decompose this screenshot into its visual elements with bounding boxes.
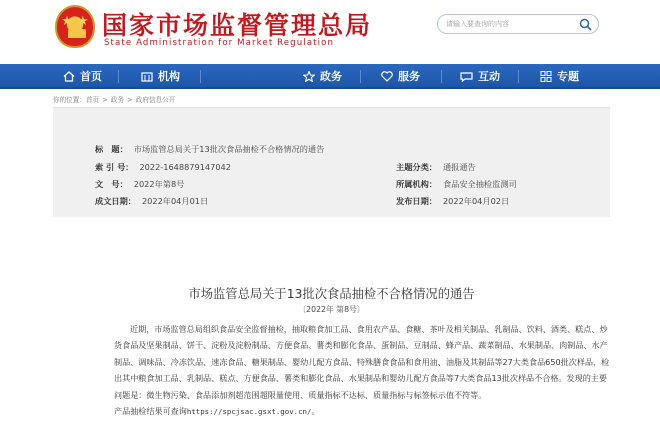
- star-icon: [303, 71, 315, 82]
- nav-item-label: 服务: [398, 70, 420, 83]
- link-prefix: 产品抽检结果可查询: [114, 406, 187, 417]
- building-icon: [141, 71, 153, 82]
- nav-item-label: 互动: [478, 70, 500, 83]
- nav-item-services[interactable]: [381, 64, 420, 89]
- national-emblem-logo[interactable]: [55, 5, 95, 48]
- nav-item-interaction[interactable]: [460, 64, 500, 89]
- link-suffix: 。: [311, 406, 320, 417]
- star-icon: ★ ★: [61, 14, 89, 29]
- breadcrumb-affairs[interactable]: 政务: [110, 96, 125, 104]
- info-index-value: 2022-1648879147042: [139, 162, 231, 172]
- breadcrumb-home[interactable]: 你的位置：首页: [53, 96, 100, 104]
- info-category-label: 主题分类：: [396, 162, 437, 172]
- info-docno-value: 2022年第8号: [133, 179, 185, 189]
- main-nav: [0, 64, 660, 89]
- nav-divider: [518, 70, 519, 83]
- search-box: [437, 14, 599, 34]
- chat-icon: [460, 71, 473, 82]
- info-docno-row: [95, 179, 184, 190]
- grid-icon: [540, 71, 552, 82]
- info-category-row: [396, 162, 476, 173]
- nav-item-label: 政务: [320, 70, 342, 83]
- info-published-label: 发布日期：: [396, 196, 437, 206]
- nav-divider: [360, 70, 361, 83]
- info-published-value: 2022年04月02日: [442, 196, 510, 206]
- article-paragraph: 近期，市场监管总局组织食品安全监督抽检，抽取粮食加工品、食用农产品、食糖、茶叶及相关制品、乳制品、饮料、酒类、糕点、炒货食品及坚果制品、饼干、淀粉及淀粉制品、方便食品、薯类和膨化食品、蛋制品、豆制品、蜂产品、蔬菜制品、水果制品、肉制品、水产制品、调味品、冷冻饮品、速冻食品、糖果制品、婴幼儿配方食品、特殊膳食食品和食用油、油脂及其制品等27大类食品650批次样品，检出其中粮食加工品、乳制品、糕点、方便食品、薯类和膨化食品、水果制品和婴幼儿配方食品等7大类食品13批次样品不合格。发现的主要问题是：微生物污染、食品添加剂超范围超限量使用、质量指标不达标、质量指标与标签标示值不符等。: [114, 324, 610, 400]
- nav-item-agency[interactable]: [141, 64, 180, 89]
- nav-divider: [200, 70, 201, 83]
- article-body: [114, 321, 612, 420]
- info-dept-label: 所属机构：: [396, 179, 437, 189]
- site-title[interactable]: 国家市场监督管理总局: [102, 11, 373, 40]
- article-doc-number: 〔2022年 第8号〕: [298, 305, 365, 314]
- result-query-link[interactable]: https://spcjsac.gsxt.gov.cn/: [186, 407, 312, 417]
- nav-item-home[interactable]: [63, 64, 102, 89]
- nav-item-topics[interactable]: [540, 64, 579, 89]
- home-icon: [63, 71, 75, 82]
- info-created-label: 成文日期：: [95, 196, 136, 206]
- info-category-value: 通报通告: [442, 162, 476, 172]
- info-title-label: 标 题：: [95, 144, 128, 154]
- info-title-value: 市场监管总局关于13批次食品抽检不合格情况的通告: [133, 144, 325, 154]
- search-icon[interactable]: [579, 18, 592, 31]
- breadcrumb-info-disclosure[interactable]: 政府信息公开: [135, 96, 176, 104]
- info-index-row: [95, 162, 231, 173]
- nav-item-label: 专题: [557, 70, 579, 83]
- gate-icon: [68, 29, 86, 38]
- info-published-row: [396, 196, 509, 207]
- info-index-label: 索 引 号：: [95, 162, 134, 172]
- heart-icon: [381, 71, 393, 82]
- article-link-line: [114, 403, 612, 420]
- info-dept-value: 食品安全抽检监测司: [442, 179, 517, 189]
- site-header: [0, 0, 660, 62]
- info-created-row: [95, 196, 208, 207]
- site-subtitle: State Administration for Market Regulation: [104, 38, 335, 48]
- breadcrumb: 你的位置：首页 > 政务 > 政府信息公开: [53, 96, 176, 104]
- document-info-panel: [53, 107, 610, 217]
- nav-divider: [118, 70, 119, 83]
- article: [53, 217, 610, 444]
- info-title-row: [95, 144, 324, 155]
- info-dept-row: [396, 179, 517, 190]
- article-title: 市场监管总局关于13批次食品抽检不合格情况的通告: [188, 287, 475, 301]
- search-input[interactable]: [446, 17, 566, 31]
- info-docno-label: 文 号：: [95, 179, 128, 189]
- nav-item-label: 首页: [80, 70, 102, 83]
- info-created-value: 2022年04月01日: [141, 196, 209, 206]
- nav-item-affairs[interactable]: [303, 64, 342, 89]
- nav-item-label: 机构: [158, 70, 180, 83]
- nav-divider: [441, 70, 442, 83]
